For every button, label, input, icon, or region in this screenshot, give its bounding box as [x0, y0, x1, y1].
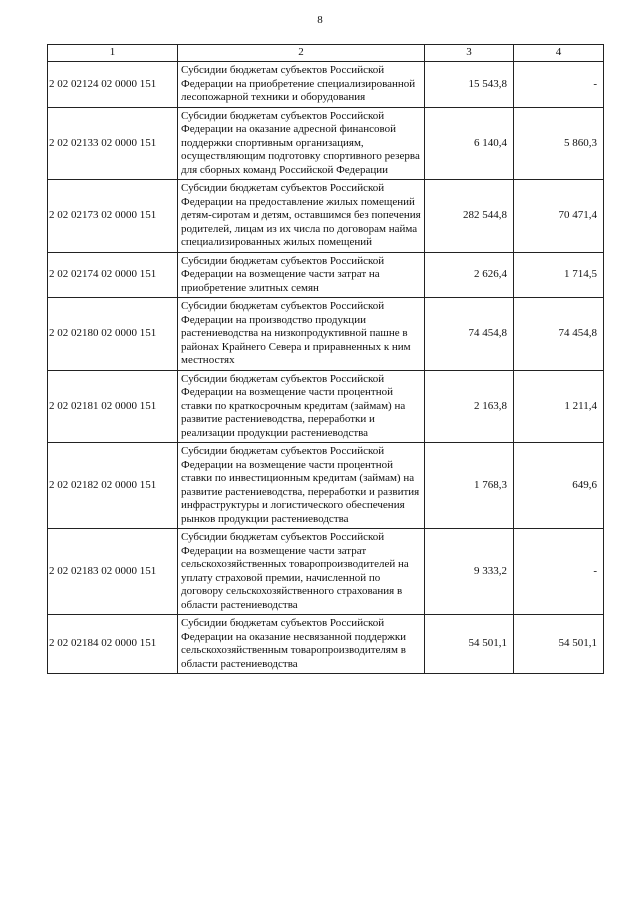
table-row [48, 298, 604, 371]
table-row [48, 615, 604, 674]
amount-col4: 1 714,5 [514, 252, 604, 298]
amount-col4: 74 454,8 [514, 298, 604, 371]
amount-col4: 649,6 [514, 443, 604, 529]
amount-col4: 5 860,3 [514, 107, 604, 180]
amount-col3: 2 626,4 [425, 252, 514, 298]
budget-code: 2 02 02183 02 0000 151 [48, 529, 178, 615]
budget-code: 2 02 02173 02 0000 151 [48, 180, 178, 253]
subsidy-description: Субсидии бюджетам субъектов Российской Федерации на приобретение специализированной лесопожарной техники и оборудования [178, 62, 425, 108]
budget-code: 2 02 02184 02 0000 151 [48, 615, 178, 674]
table-row [48, 252, 604, 298]
amount-col3: 1 768,3 [425, 443, 514, 529]
budget-code: 2 02 02182 02 0000 151 [48, 443, 178, 529]
amount-col4: 54 501,1 [514, 615, 604, 674]
subsidy-description: Субсидии бюджетам субъектов Российской Федерации на возмещение части процентной ставки по краткосрочным кредитам (займам) на развитие растениеводства, переработки и реализации продукции растениеводства [178, 370, 425, 443]
amount-col3: 282 544,8 [425, 180, 514, 253]
column-header-4: 4 [514, 45, 604, 62]
amount-col3: 2 163,8 [425, 370, 514, 443]
table-row [48, 180, 604, 253]
subsidy-description: Субсидии бюджетам субъектов Российской Федерации на возмещение части затрат на приобретение элитных семян [178, 252, 425, 298]
table-row [48, 370, 604, 443]
amount-col4: - [514, 62, 604, 108]
budget-code: 2 02 02133 02 0000 151 [48, 107, 178, 180]
amount-col4: 70 471,4 [514, 180, 604, 253]
budget-table [47, 44, 604, 674]
budget-code: 2 02 02180 02 0000 151 [48, 298, 178, 371]
subsidy-description: Субсидии бюджетам субъектов Российской Федерации на оказание адресной финансовой поддержки спортивным организациям, осуществляющим подготовку спортивного резерва для сборных команд Российской Федерации [178, 107, 425, 180]
page-number: 8 [317, 14, 323, 26]
column-header-1: 1 [48, 45, 178, 62]
subsidy-description: Субсидии бюджетам субъектов Российской Федерации на возмещение части затрат сельскохозяйственных товаропроизводителей на уплату страховой премии, начисленной по договору сельскохозяйственного страхования в области растениеводства [178, 529, 425, 615]
amount-col3: 15 543,8 [425, 62, 514, 108]
amount-col3: 9 333,2 [425, 529, 514, 615]
column-header-2: 2 [178, 45, 425, 62]
table-row [48, 107, 604, 180]
column-header-3: 3 [425, 45, 514, 62]
subsidy-description: Субсидии бюджетам субъектов Российской Федерации на предоставление жилых помещений детям-сиротам и детям, оставшимся без попечения родителей, лицам из их числа по договорам найма специализированных жилых помещений [178, 180, 425, 253]
table-row [48, 443, 604, 529]
budget-code: 2 02 02174 02 0000 151 [48, 252, 178, 298]
amount-col3: 54 501,1 [425, 615, 514, 674]
amount-col4: 1 211,4 [514, 370, 604, 443]
amount-col3: 6 140,4 [425, 107, 514, 180]
budget-code: 2 02 02124 02 0000 151 [48, 62, 178, 108]
budget-code: 2 02 02181 02 0000 151 [48, 370, 178, 443]
amount-col4: - [514, 529, 604, 615]
header-row [48, 45, 604, 62]
amount-col3: 74 454,8 [425, 298, 514, 371]
table-row [48, 529, 604, 615]
subsidy-description: Субсидии бюджетам субъектов Российской Федерации на возмещение части процентной ставки по инвестиционным кредитам (займам) на развитие растениеводства, переработки и развития инфраструктуры и логистического обеспечения рынков продукции растениеводства [178, 443, 425, 529]
subsidy-description: Субсидии бюджетам субъектов Российской Федерации на производство продукции растениеводства на низкопродуктивной пашне в районах Крайнего Севера и приравненных к ним местностях [178, 298, 425, 371]
table-row [48, 62, 604, 108]
subsidy-description: Субсидии бюджетам субъектов Российской Федерации на оказание несвязанной поддержки сельскохозяйственным товаропроизводителям в области растениеводства [178, 615, 425, 674]
